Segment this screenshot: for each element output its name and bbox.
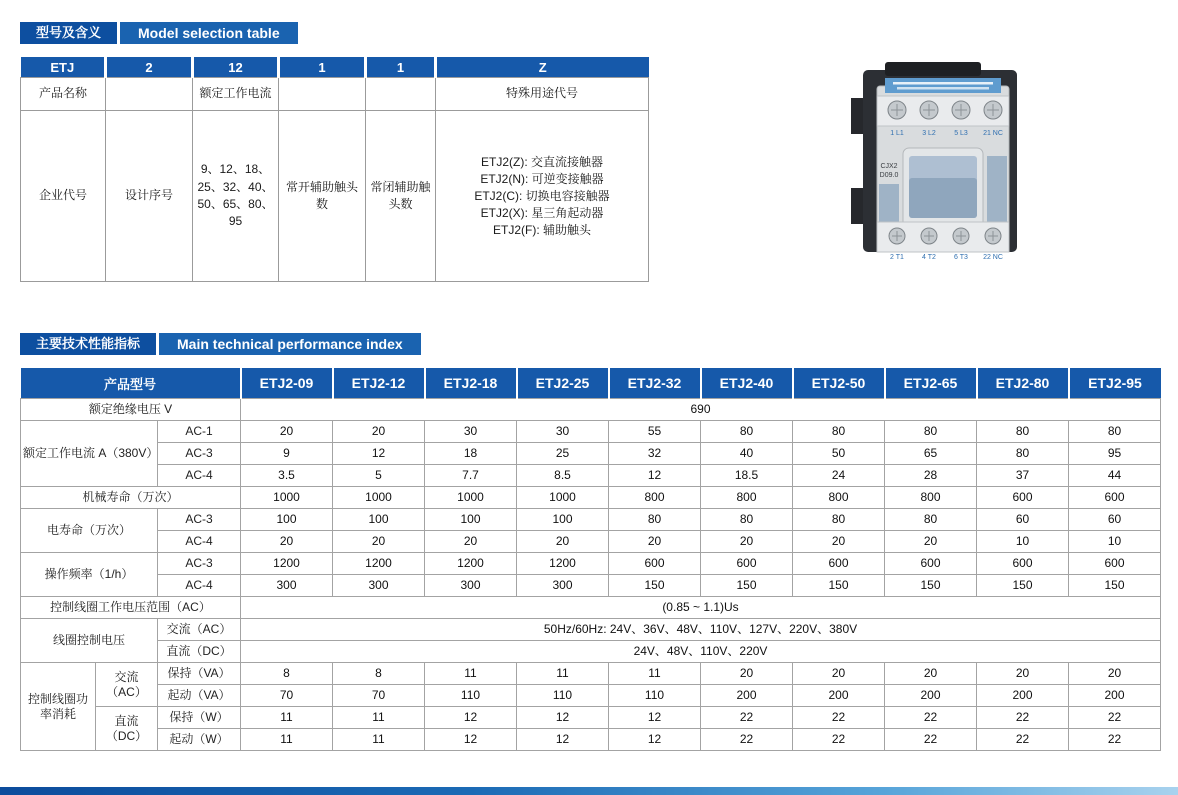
perf-span-value: 24V、48V、110V、220V <box>241 641 1161 663</box>
special-code-line: ETJ2(C): 切换电容接触器 <box>474 188 610 203</box>
perf-model-header: ETJ2-50 <box>793 368 885 399</box>
table-row <box>21 509 1161 531</box>
perf-value-cell: 20 <box>1069 663 1161 685</box>
perf-value-cell: 600 <box>885 553 977 575</box>
model-meaning-cell: 产品名称 <box>21 78 106 111</box>
model-section-title-zh: 型号及含义 <box>20 22 117 44</box>
model-section-header <box>20 22 298 44</box>
perf-value-cell: 150 <box>701 575 793 597</box>
perf-value-cell: 11 <box>241 707 333 729</box>
model-selection-table <box>20 57 649 282</box>
perf-value-cell: 1200 <box>425 553 517 575</box>
table-row <box>21 707 1161 729</box>
model-section-title-en: Model selection table <box>120 22 298 44</box>
table-row <box>21 597 1161 619</box>
perf-span-value: 50Hz/60Hz: 24V、36V、48V、110V、127V、220V、380V <box>241 619 1161 641</box>
perf-row-label: 控制线圈功率消耗 <box>21 663 96 751</box>
perf-value-cell: 24 <box>793 465 885 487</box>
perf-value-cell: 22 <box>701 729 793 751</box>
perf-model-header: ETJ2-12 <box>333 368 425 399</box>
perf-row-label: AC-1 <box>158 421 241 443</box>
perf-row-label: 直流（DC） <box>158 641 241 663</box>
perf-value-cell: 80 <box>977 421 1069 443</box>
table-row <box>21 57 649 78</box>
perf-value-cell: 20 <box>425 531 517 553</box>
perf-value-cell: 95 <box>1069 443 1161 465</box>
perf-value-cell: 80 <box>977 443 1069 465</box>
perf-value-cell: 1000 <box>241 487 333 509</box>
perf-value-cell: 150 <box>885 575 977 597</box>
performance-section-title-en: Main technical performance index <box>159 333 421 355</box>
perf-row-label: 起动（VA） <box>158 685 241 707</box>
top-terminal-label: 21 NC <box>983 130 1003 137</box>
perf-value-cell: 150 <box>1069 575 1161 597</box>
perf-value-cell: 22 <box>701 707 793 729</box>
perf-value-cell: 20 <box>885 531 977 553</box>
perf-value-cell: 11 <box>241 729 333 751</box>
label-strip-text-line <box>897 87 989 90</box>
perf-value-cell: 80 <box>701 509 793 531</box>
bottom-terminal-label: 2 T1 <box>890 254 904 260</box>
bottom-terminal-label: 6 T3 <box>954 254 968 260</box>
perf-value-cell: 12 <box>517 729 609 751</box>
model-marking: CJX2 <box>880 163 898 170</box>
perf-value-cell: 600 <box>1069 553 1161 575</box>
perf-value-cell: 800 <box>793 487 885 509</box>
table-row <box>21 619 1161 641</box>
model-meaning-cell <box>366 78 436 111</box>
perf-value-cell: 300 <box>241 575 333 597</box>
perf-value-cell: 25 <box>517 443 609 465</box>
perf-value-cell: 600 <box>977 487 1069 509</box>
perf-row-label: 交流（AC） <box>158 619 241 641</box>
perf-value-cell: 20 <box>701 531 793 553</box>
perf-value-cell: 1000 <box>425 487 517 509</box>
footer-gradient-bar <box>0 787 1178 795</box>
perf-value-cell: 8 <box>241 663 333 685</box>
perf-value-cell: 200 <box>1069 685 1161 707</box>
perf-value-cell: 800 <box>701 487 793 509</box>
perf-value-cell: 12 <box>609 707 701 729</box>
perf-span-value: (0.85 ~ 1.1)Us <box>241 597 1161 619</box>
perf-value-cell: 200 <box>701 685 793 707</box>
perf-value-cell: 8.5 <box>517 465 609 487</box>
perf-label-header: 产品型号 <box>21 368 241 399</box>
perf-model-header: ETJ2-09 <box>241 368 333 399</box>
model-detail-cell: 常闭辅助触头数 <box>366 111 436 282</box>
perf-row-label: 交流（AC） <box>96 663 158 707</box>
special-code-line: ETJ2(N): 可逆变接触器 <box>480 171 604 186</box>
perf-row-label: AC-3 <box>158 443 241 465</box>
perf-value-cell: 12 <box>425 729 517 751</box>
perf-value-cell: 30 <box>425 421 517 443</box>
perf-value-cell: 40 <box>701 443 793 465</box>
model-code-cell: 2 <box>106 57 193 78</box>
perf-value-cell: 110 <box>425 685 517 707</box>
model-code-cell: 1 <box>279 57 366 78</box>
perf-model-header: ETJ2-65 <box>885 368 977 399</box>
perf-value-cell: 12 <box>517 707 609 729</box>
perf-row-label: 电寿命（万次） <box>21 509 158 553</box>
perf-value-cell: 150 <box>609 575 701 597</box>
perf-value-cell: 18 <box>425 443 517 465</box>
perf-value-cell: 100 <box>517 509 609 531</box>
perf-value-cell: 20 <box>701 663 793 685</box>
perf-value-cell: 50 <box>793 443 885 465</box>
perf-value-cell: 200 <box>793 685 885 707</box>
perf-row-label: AC-4 <box>158 531 241 553</box>
perf-value-cell: 300 <box>425 575 517 597</box>
perf-row-label: 起动（W） <box>158 729 241 751</box>
perf-value-cell: 80 <box>885 509 977 531</box>
perf-value-cell: 30 <box>517 421 609 443</box>
bottom-terminal-label: 22 NC <box>983 254 1003 260</box>
model-marking: D09.0 <box>879 172 899 179</box>
table-row <box>21 399 1161 421</box>
perf-value-cell: 80 <box>793 421 885 443</box>
model-code-cell: 1 <box>366 57 436 78</box>
performance-section-header <box>20 333 421 355</box>
perf-value-cell: 22 <box>977 729 1069 751</box>
perf-value-cell: 800 <box>609 487 701 509</box>
perf-row-label: 保持（VA） <box>158 663 241 685</box>
top-terminal-label: 3 L2 <box>922 130 936 137</box>
perf-value-cell: 28 <box>885 465 977 487</box>
perf-value-cell: 22 <box>885 729 977 751</box>
perf-value-cell: 100 <box>425 509 517 531</box>
perf-value-cell: 22 <box>1069 729 1161 751</box>
perf-value-cell: 80 <box>1069 421 1161 443</box>
model-code-cell: Z <box>436 57 649 78</box>
perf-value-cell: 1200 <box>333 553 425 575</box>
perf-value-cell: 100 <box>241 509 333 531</box>
perf-value-cell: 12 <box>333 443 425 465</box>
perf-row-label: 机械寿命（万次） <box>21 487 241 509</box>
perf-value-cell: 10 <box>1069 531 1161 553</box>
perf-value-cell: 20 <box>793 663 885 685</box>
perf-value-cell: 32 <box>609 443 701 465</box>
model-code-cell: 12 <box>193 57 279 78</box>
perf-value-cell: 11 <box>333 729 425 751</box>
perf-model-header: ETJ2-25 <box>517 368 609 399</box>
perf-value-cell: 7.7 <box>425 465 517 487</box>
perf-value-cell: 22 <box>793 729 885 751</box>
perf-value-cell: 20 <box>885 663 977 685</box>
perf-row-label: 控制线圈工作电压范围（AC） <box>21 597 241 619</box>
model-meaning-cell: 特殊用途代号 <box>436 78 649 111</box>
perf-value-cell: 100 <box>333 509 425 531</box>
table-row <box>21 553 1161 575</box>
table-row <box>21 729 1161 751</box>
model-detail-cell: 设计序号 <box>106 111 193 282</box>
perf-value-cell: 150 <box>977 575 1069 597</box>
bottom-terminal-label: 4 T2 <box>922 254 936 260</box>
perf-value-cell: 600 <box>977 553 1069 575</box>
perf-value-cell: 600 <box>1069 487 1161 509</box>
perf-value-cell: 80 <box>885 421 977 443</box>
perf-value-cell: 20 <box>333 421 425 443</box>
perf-value-cell: 10 <box>977 531 1069 553</box>
table-row <box>21 487 1161 509</box>
model-code-cell: ETJ <box>21 57 106 78</box>
perf-model-header: ETJ2-95 <box>1069 368 1161 399</box>
performance-section-title-zh: 主要技术性能指标 <box>20 333 156 355</box>
perf-value-cell: 11 <box>333 707 425 729</box>
perf-value-cell: 22 <box>885 707 977 729</box>
perf-model-header: ETJ2-18 <box>425 368 517 399</box>
perf-value-cell: 12 <box>609 465 701 487</box>
perf-value-cell: 3.5 <box>241 465 333 487</box>
perf-value-cell: 80 <box>701 421 793 443</box>
perf-row-label: 操作频率（1/h） <box>21 553 158 597</box>
perf-value-cell: 12 <box>609 729 701 751</box>
perf-value-cell: 200 <box>977 685 1069 707</box>
special-code-line: ETJ2(F): 辅助触头 <box>493 222 591 237</box>
perf-value-cell: 70 <box>241 685 333 707</box>
perf-value-cell: 600 <box>609 553 701 575</box>
perf-value-cell: 44 <box>1069 465 1161 487</box>
performance-table-body <box>21 368 1161 751</box>
perf-value-cell: 37 <box>977 465 1069 487</box>
perf-value-cell: 150 <box>793 575 885 597</box>
perf-value-cell: 80 <box>609 509 701 531</box>
table-row <box>21 421 1161 443</box>
perf-row-label: AC-3 <box>158 509 241 531</box>
perf-value-cell: 20 <box>793 531 885 553</box>
perf-value-cell: 20 <box>609 531 701 553</box>
model-detail-cell: 9、12、18、25、32、40、50、65、80、95 <box>193 111 279 282</box>
perf-value-cell: 60 <box>977 509 1069 531</box>
perf-row-label: 线圈控制电压 <box>21 619 158 663</box>
perf-row-label: 额定工作电流 A（380V） <box>21 421 158 487</box>
perf-value-cell: 65 <box>885 443 977 465</box>
label-strip-text-line <box>893 82 993 85</box>
table-row <box>21 685 1161 707</box>
table-row <box>21 368 1161 399</box>
model-detail-cell: 企业代号 <box>21 111 106 282</box>
perf-value-cell: 800 <box>885 487 977 509</box>
table-row <box>21 531 1161 553</box>
contactor-product-photo <box>845 60 1035 260</box>
perf-value-cell: 18.5 <box>701 465 793 487</box>
perf-value-cell: 300 <box>333 575 425 597</box>
table-row <box>21 111 649 282</box>
perf-value-cell: 70 <box>333 685 425 707</box>
perf-value-cell: 1000 <box>333 487 425 509</box>
table-row <box>21 443 1161 465</box>
table-row <box>21 663 1161 685</box>
perf-value-cell: 22 <box>1069 707 1161 729</box>
perf-value-cell: 11 <box>425 663 517 685</box>
perf-value-cell: 20 <box>241 421 333 443</box>
table-row <box>21 575 1161 597</box>
perf-value-cell: 1000 <box>517 487 609 509</box>
perf-value-cell: 20 <box>333 531 425 553</box>
table-row <box>21 78 649 111</box>
perf-value-cell: 12 <box>425 707 517 729</box>
perf-value-cell: 55 <box>609 421 701 443</box>
perf-row-label: AC-4 <box>158 465 241 487</box>
perf-value-cell: 11 <box>609 663 701 685</box>
perf-row-label: 直流（DC） <box>96 707 158 751</box>
perf-model-header: ETJ2-32 <box>609 368 701 399</box>
perf-value-cell: 600 <box>701 553 793 575</box>
perf-value-cell: 110 <box>517 685 609 707</box>
perf-value-cell: 22 <box>977 707 1069 729</box>
model-meaning-cell: 额定工作电流 <box>193 78 279 111</box>
model-meaning-cell <box>106 78 193 111</box>
perf-model-header: ETJ2-80 <box>977 368 1069 399</box>
perf-value-cell: 20 <box>241 531 333 553</box>
perf-row-label: 保持（W） <box>158 707 241 729</box>
perf-model-header: ETJ2-40 <box>701 368 793 399</box>
perf-value-cell: 60 <box>1069 509 1161 531</box>
model-meaning-cell <box>279 78 366 111</box>
model-detail-cell: 常开辅助触头数 <box>279 111 366 282</box>
perf-value-cell: 1200 <box>241 553 333 575</box>
product-label-strip <box>885 78 1001 93</box>
perf-value-cell: 600 <box>793 553 885 575</box>
model-table-body <box>21 57 649 282</box>
perf-value-cell: 80 <box>793 509 885 531</box>
perf-value-cell: 20 <box>517 531 609 553</box>
perf-row-label: AC-4 <box>158 575 241 597</box>
performance-table <box>20 368 1161 751</box>
perf-value-cell: 22 <box>793 707 885 729</box>
perf-row-label: AC-3 <box>158 553 241 575</box>
table-row <box>21 641 1161 663</box>
special-code-line: ETJ2(Z): 交直流接触器 <box>481 154 603 169</box>
perf-row-label: 额定绝缘电压 V <box>21 399 241 421</box>
special-code-line: ETJ2(X): 星三角起动器 <box>480 205 604 220</box>
table-row <box>21 465 1161 487</box>
contactor-top-cap <box>885 62 981 76</box>
perf-value-cell: 9 <box>241 443 333 465</box>
top-terminal-label: 5 L3 <box>954 130 968 137</box>
special-codes-cell <box>436 111 649 282</box>
perf-value-cell: 300 <box>517 575 609 597</box>
contactor-window-glass-shade <box>909 178 977 218</box>
perf-value-cell: 1200 <box>517 553 609 575</box>
perf-span-value: 690 <box>241 399 1161 421</box>
top-terminal-label: 1 L1 <box>890 130 904 137</box>
perf-value-cell: 110 <box>609 685 701 707</box>
perf-value-cell: 5 <box>333 465 425 487</box>
perf-value-cell: 11 <box>517 663 609 685</box>
perf-value-cell: 200 <box>885 685 977 707</box>
perf-value-cell: 8 <box>333 663 425 685</box>
perf-value-cell: 20 <box>977 663 1069 685</box>
